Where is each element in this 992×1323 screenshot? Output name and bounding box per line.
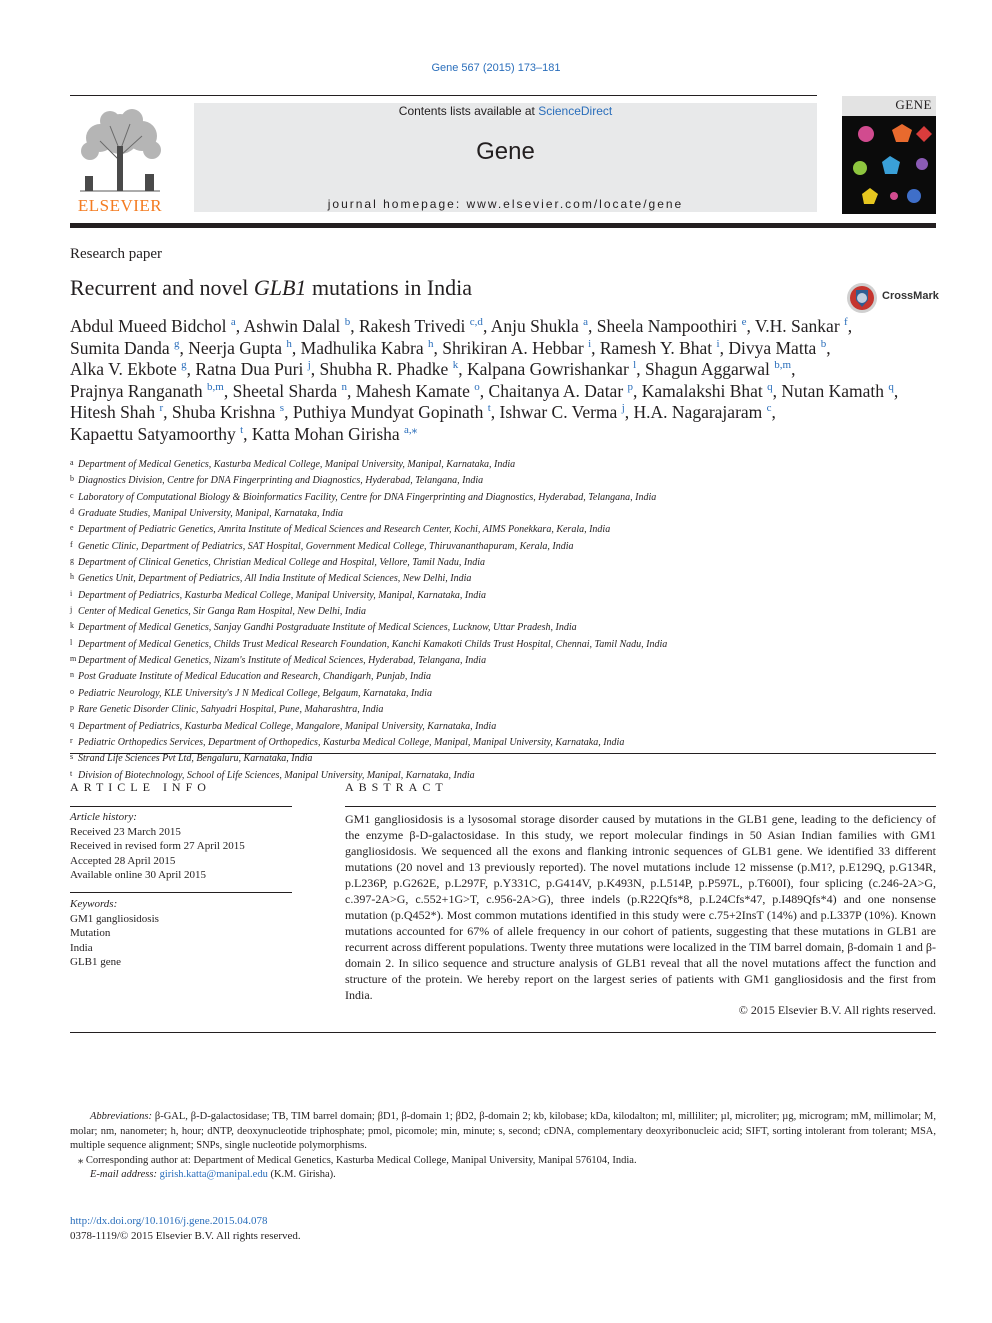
affiliation-text: Center of Medical Genetics, Sir Ganga Ram Hospital, New Delhi, India: [78, 606, 367, 618]
abbreviations-note: [70, 1110, 936, 1154]
affiliation-item: [70, 701, 936, 717]
abbreviations-text: β-GAL, β-D-galactosidase; TB, TIM barrel domain; βD1, β-domain 1; βD2, β-domain 2; kb, kilobase; kDa, kilodalton; ml, milliliter; µl, microliter; µg, microgram; mM, millimolar; M, molar; nm, nanometer; h, hour; dNTP, deoxynucleotide triphosphate; pmol, picomole; min, minute; s, second; cDNA, complementary deoxyribonucleic acid; SIFT, sorting intolerant from tolerant; MSA, multiple sequence alignment; SNPs, single nucleotide polymorphisms.: [70, 1111, 936, 1151]
author: Ishwar C. Verma $^j$,: [499, 402, 630, 422]
author-affiliation-mark[interactable]: a,⁎: [404, 423, 418, 436]
author-affiliation-mark[interactable]: p: [627, 380, 634, 393]
contents-availability: [194, 104, 817, 118]
author-affiliation-mark[interactable]: q: [888, 380, 894, 393]
issn-copyright: 0378-1119/© 2015 Elsevier B.V. All rights reserved.: [70, 1230, 301, 1242]
author-name: Puthiya Mundyat Gopinath: [292, 402, 484, 422]
author-name: Hitesh Shah: [70, 402, 156, 422]
author-name: Anju Shukla: [490, 316, 579, 336]
affiliation-item: [70, 636, 936, 652]
affiliation-mark: o: [70, 686, 74, 696]
author-affiliation-mark[interactable]: i: [588, 337, 592, 350]
author-name: Sheela Nampoothiri: [596, 316, 738, 336]
affiliation-text: Genetics Unit, Department of Pediatrics, All India Institute of Medical Sciences, New Delhi, India: [78, 573, 472, 585]
author-name: Chaitanya A. Datar: [488, 380, 624, 401]
affiliation-text: Rare Genetic Disorder Clinic, Sahyadri Hospital, Pune, Maharashtra, India: [78, 704, 384, 716]
affiliation-item: [70, 652, 936, 668]
affiliation-text: Department of Medical Genetics, Nizam's Institute of Medical Sciences, Hyderabad, Telangana, India: [78, 655, 487, 667]
author-affiliation-mark[interactable]: b,m: [774, 359, 792, 371]
author-name: Prajnya Ranganath: [70, 380, 203, 401]
affiliation-text: Diagnostics Division, Centre for DNA Fingerprinting and Diagnostics, Hyderabad, Telangana, India: [78, 475, 484, 487]
author-affiliation-mark[interactable]: o: [474, 380, 480, 393]
history-online: Available online 30 April 2015: [70, 869, 207, 882]
email-link[interactable]: girish.katta@manipal.edu: [159, 1169, 268, 1180]
author-affiliation-mark[interactable]: k: [452, 359, 459, 371]
author-affiliation-mark[interactable]: g: [181, 359, 187, 371]
affiliation-text: Graduate Studies, Manipal University, Manipal, Karnataka, India: [78, 508, 343, 520]
history-received: Received 23 March 2015: [70, 825, 181, 838]
author-name: H.A. Nagarajaram: [633, 402, 763, 422]
author-name: Ashwin Dalal: [243, 316, 341, 336]
affiliation-mark: f: [70, 539, 73, 549]
author-name: Ramesh Y. Bhat: [599, 337, 713, 358]
abstract-heading: ABSTRACT: [345, 780, 448, 794]
author: Rakesh Trivedi $^{c,d}$,: [358, 316, 488, 336]
affiliation-item: [70, 718, 936, 734]
author: Shrikiran A. Hebbar $^i$,: [442, 337, 596, 358]
author-affiliation-mark[interactable]: b: [820, 337, 827, 350]
author-affiliation-mark[interactable]: l: [633, 359, 637, 371]
affiliation-mark: e: [70, 523, 74, 533]
author: Ashwin Dalal $^b$,: [243, 316, 355, 336]
journal-homepage[interactable]: journal homepage: www.elsevier.com/locate/gene: [327, 197, 684, 211]
affiliation-item: [70, 489, 936, 505]
corresponding-note: [70, 1154, 936, 1169]
author: Sheetal Sharda $^n$,: [232, 380, 352, 401]
title-part-1: Recurrent and novel: [70, 275, 254, 300]
author: Nutan Kamath $^q$,: [781, 380, 899, 401]
affiliation-mark: k: [70, 621, 74, 631]
author-name: Neerja Gupta: [188, 337, 283, 358]
title-part-2: mutations in India: [306, 275, 473, 300]
affiliation-item: [70, 603, 936, 619]
author-affiliation-mark[interactable]: b: [344, 316, 351, 328]
author-name: Madhulika Kabra: [300, 337, 424, 358]
author-name: Shubha R. Phadke: [319, 359, 449, 379]
author-name: Shuba Krishna: [171, 402, 276, 422]
author-name: Abdul Mueed Bidchol: [70, 316, 227, 336]
affiliation-text: Department of Medical Genetics, Kasturba Medical College, Manipal University, Manipal, Karnataka, India: [78, 459, 516, 470]
keywords-label: Keywords:: [70, 898, 118, 910]
author-name: Alka V. Ekbote: [70, 359, 177, 379]
author-name: Nutan Kamath: [781, 380, 884, 401]
affiliation-mark: r: [70, 735, 73, 745]
affiliation-mark: g: [70, 556, 74, 566]
affiliation-text: Division of Biotechnology, School of Life Sciences, Manipal University, Manipal, Karnataka, India: [78, 769, 475, 781]
affiliation-item: [70, 734, 936, 750]
author-name: Kalpana Gowrishankar: [466, 359, 629, 379]
affiliation-item: [70, 668, 936, 684]
author-name: Kapaettu Satyamoorthy: [70, 423, 236, 444]
author: Kamalakshi Bhat $^q$,: [641, 380, 778, 401]
article-info-rule: [70, 806, 292, 807]
author-name: Mahesh Kamate: [355, 380, 470, 401]
author: Alka V. Ekbote $^g$,: [70, 359, 192, 379]
author: Shagun Aggarwal $^{b,m}$,: [644, 359, 796, 379]
sciencedirect-link[interactable]: ScienceDirect: [538, 104, 613, 118]
affiliation-item: [70, 521, 936, 537]
email-owner: (K.M. Girisha).: [267, 1169, 336, 1180]
journal-name: Gene: [476, 138, 535, 165]
affiliation-item: [70, 587, 936, 603]
publisher-name: ELSEVIER: [77, 196, 163, 215]
author-name: Sumita Danda: [70, 337, 170, 358]
author: Mahesh Kamate $^o$,: [355, 380, 485, 401]
keywords: [70, 897, 292, 970]
author-affiliation-mark[interactable]: j: [621, 402, 625, 414]
title-gene: GLB1: [253, 275, 307, 300]
affiliation-item: [70, 619, 936, 635]
affiliation-text: Department of Pediatrics, Kasturba Medical College, Manipal University, Manipal, Karnataka, India: [78, 589, 487, 601]
author: Chaitanya A. Datar $^p$,: [488, 380, 638, 401]
header-thick-rule: [70, 223, 936, 228]
affiliation-mark: c: [70, 490, 74, 500]
affiliation-item: [70, 505, 936, 521]
email-note: [70, 1168, 936, 1183]
affiliation-mark: s: [70, 752, 74, 762]
author: Puthiya Mundyat Gopinath $^t$,: [292, 402, 496, 422]
affiliation-mark: t: [70, 768, 73, 778]
history-accepted: Accepted 28 April 2015: [70, 854, 176, 867]
author-affiliation-mark[interactable]: e: [741, 316, 747, 328]
doi-link[interactable]: http://dx.doi.org/10.1016/j.gene.2015.04.078: [70, 1215, 268, 1227]
affiliation-text: Department of Medical Genetics, Childs Trust Medical Research Foundation, Kanchi Kamakoti Childs Trust Hospital, Chennai, Tamil Nadu, India: [78, 638, 668, 650]
affiliation-mark: b: [70, 474, 74, 484]
keyword-item: GM1 gangliosidosis: [70, 912, 159, 925]
author: Kalpana Gowrishankar $^l$,: [466, 359, 641, 379]
affiliation-mark: l: [70, 637, 73, 647]
corresponding-mark: ⁎: [78, 1154, 84, 1166]
cover-artwork: [842, 96, 936, 214]
affiliation-text: Post Graduate Institute of Medical Education and Research, Chandigarh, Punjab, India: [78, 671, 432, 683]
affiliation-text: Pediatric Neurology, KLE University's J N Medical College, Belgaum, Karnataka, India: [78, 687, 432, 699]
article-title: [70, 275, 472, 301]
author-name: Rakesh Trivedi: [358, 316, 466, 336]
author-affiliation-mark[interactable]: f: [844, 316, 848, 328]
author-name: Ishwar C. Verma: [499, 402, 618, 422]
abstract-copyright: © 2015 Elsevier B.V. All rights reserved.: [738, 1003, 936, 1017]
author: Shuba Krishna $^s$,: [171, 402, 289, 422]
cover-title: GENE: [895, 97, 932, 112]
author-list: [70, 316, 936, 445]
article-history: [70, 810, 292, 883]
affiliation-mark: i: [70, 588, 73, 598]
affiliation-mark: p: [70, 703, 74, 713]
affiliation-item: [70, 554, 936, 570]
affiliation-text: Strand Life Sciences Pvt Ltd, Bengaluru, Karnataka, India: [78, 753, 313, 765]
abstract-bottom-rule: [70, 1032, 936, 1033]
affiliation-item: [70, 570, 936, 586]
affiliation-item: [70, 456, 936, 472]
corresponding-text: Corresponding author at: Department of Medical Genetics, Kasturba Medical College, Manipal University, Manipal 576104, India.: [83, 1154, 637, 1166]
author-name: Divya Matta: [728, 337, 817, 358]
author-affiliation-mark[interactable]: r: [159, 402, 164, 414]
affiliation-mark: h: [70, 572, 74, 582]
author-affiliation-mark[interactable]: q: [767, 380, 773, 393]
affiliation-mark: m: [70, 654, 77, 664]
journal-citation[interactable]: Gene 567 (2015) 173–181: [431, 62, 561, 74]
contents-prefix: Contents lists available at: [398, 104, 539, 118]
keyword-item: GLB1 gene: [70, 956, 122, 969]
author-affiliation-mark[interactable]: i: [716, 337, 720, 350]
author-affiliation-mark[interactable]: t: [240, 423, 244, 436]
affiliation-item: [70, 538, 936, 554]
author-affiliation-mark[interactable]: g: [174, 337, 180, 350]
affiliation-mark: j: [70, 605, 73, 615]
author: Sheela Nampoothiri $^e$,: [596, 316, 751, 336]
affiliation-item: [70, 685, 936, 701]
history-revised: Received in revised form 27 April 2015: [70, 840, 245, 853]
affiliation-mark: n: [70, 670, 74, 680]
affiliation-mark: d: [70, 507, 74, 517]
author: Sumita Danda $^g$,: [70, 337, 184, 358]
author: Kapaettu Satyamoorthy $^t$,: [70, 423, 248, 444]
footnotes: [70, 1110, 936, 1183]
author: Hitesh Shah $^r$,: [70, 402, 168, 422]
author-affiliation-mark[interactable]: c,d: [469, 316, 483, 328]
author-name: Kamalakshi Bhat: [641, 380, 763, 401]
history-label: Article history:: [70, 811, 137, 823]
author-affiliation-mark[interactable]: n: [341, 380, 347, 393]
affiliation-item: [70, 472, 936, 488]
affiliation-text: Pediatric Orthopedics Services, Department of Orthopedics, Kasturba Medical College, Manipal, Manipal University, Karnataka, India: [78, 736, 625, 748]
crossmark-label[interactable]: CrossMark: [882, 290, 939, 302]
abstract-rule: [345, 806, 936, 807]
affiliation-mark: q: [70, 719, 74, 729]
affiliations-rule: [70, 753, 936, 754]
keyword-item: Mutation: [70, 927, 111, 940]
email-label: E-mail address:: [90, 1169, 157, 1180]
abbreviations-label: Abbreviations:: [90, 1111, 153, 1122]
article-type: Research paper: [70, 246, 163, 262]
author: Divya Matta $^b$,: [728, 337, 831, 358]
affiliation-text: Department of Clinical Genetics, Christian Medical College and Hospital, Vellore, Tamil Nadu, India: [78, 557, 486, 569]
author-name: Sheetal Sharda: [232, 380, 338, 401]
author-affiliation-mark[interactable]: a: [583, 316, 588, 328]
author: Abdul Mueed Bidchol $^a$,: [70, 316, 241, 336]
journal-cover: [842, 96, 936, 214]
keyword-item: India: [70, 941, 93, 954]
keywords-rule: [70, 892, 292, 893]
author: Prajnya Ranganath $^{b,m}$,: [70, 380, 229, 401]
author-affiliation-mark[interactable]: j: [307, 359, 311, 371]
affiliation-text: Department of Pediatric Genetics, Amrita Institute of Medical Sciences and Research Center, Kochi, AIMS Ponekkara, Kerala, India: [78, 524, 611, 536]
author-name: Katta Mohan Girisha: [251, 423, 400, 444]
affiliation-text: Genetic Clinic, Department of Pediatrics, SAT Hospital, Government Medical College, Thiruvananthapuram, Kerala, India: [78, 540, 574, 552]
affiliation-mark: a: [70, 458, 74, 467]
author-affiliation-mark[interactable]: t: [487, 402, 491, 414]
author-affiliation-mark[interactable]: b,m: [207, 380, 224, 393]
affiliation-text: Department of Pediatrics, Kasturba Medical College, Mangalore, Manipal University, Karnataka, India: [78, 720, 497, 732]
author: Anju Shukla $^a$,: [490, 316, 593, 336]
author-name: Shagun Aggarwal: [644, 359, 770, 379]
author-name: Shrikiran A. Hebbar: [442, 337, 584, 358]
author: [252, 424, 417, 444]
author-affiliation-mark[interactable]: h: [428, 337, 434, 350]
affiliation-text: Department of Medical Genetics, Sanjay Gandhi Postgraduate Institute of Medical Sciences, Lucknow, Uttar Pradesh, India: [78, 622, 577, 634]
header-rule: [70, 95, 817, 96]
author: Ramesh Y. Bhat $^i$,: [599, 337, 724, 358]
author: Madhulika Kabra $^h$,: [300, 337, 438, 358]
author-affiliation-mark[interactable]: a: [230, 316, 236, 328]
author-affiliation-mark[interactable]: c: [766, 402, 772, 414]
author-affiliation-mark[interactable]: s: [279, 402, 285, 414]
author-name: Ratna Dua Puri: [195, 359, 304, 379]
author: Ratna Dua Puri $^j$,: [195, 359, 316, 379]
author: V.H. Sankar $^f$,: [754, 316, 853, 336]
article-info-heading: ARTICLE INFO: [70, 780, 211, 794]
author: Neerja Gupta $^h$,: [188, 337, 297, 358]
affiliation-list: [70, 456, 936, 783]
author-affiliation-mark[interactable]: h: [286, 337, 292, 350]
affiliation-text: Laboratory of Computational Biology & Bioinformatics Facility, Centre for DNA Fingerprinting and Diagnostics, Hyderabad, Telangana, India: [78, 491, 657, 503]
author: H.A. Nagarajaram $^c$,: [633, 402, 776, 422]
author: Shubha R. Phadke $^k$,: [319, 359, 463, 379]
author-name: V.H. Sankar: [754, 316, 840, 336]
abstract-text: GM1 gangliosidosis is a lysosomal storage disorder caused by mutations in the GLB1 gene, leading to the deficiency of the enzyme β-D-galactosidase. In this study, we report molecular findings in 50 Asian Indian families with GM1 gangliosidosis. We sequenced all the exons and flanking intronic sequences of GLB1 gene. We identified 33 different mutations (20 novel and 13 previously reported). The novel mutations include 12 missense (p.M1?, p.E129Q, p.G134R, p.L236P, p.G262E, p.L297F, p.Y331C, p.G414V, p.K493N, p.L514P, p.P597L, p.T600I), four splicing (c.246-2A>G, c.397-2A>G, c.552+1G>T, c.956-2A>G), three indels (p.R22Qfs*8, p.L24Cfs*47, p.I489Qfs*4) and one nonsense mutation (p.Q452*). Most common mutations identified in this study were c.75+2InsT (14%) and p.L337P (10%). Known mutations accounted for 67% of allele frequency in our cohort of patients, suggesting that these mutations in GLB1 are recurrent across different populations. Twenty three mutations were localized in the TIM barrel domain, β-domain 1 and β-domain 2. In silico sequence and structure analysis of GLB1 reveal that all the novel mutations affect the function and structure of the protein. We hereby report on the largest series of patients with GM1 gangliosidosis and the first from India.: [345, 812, 936, 1002]
